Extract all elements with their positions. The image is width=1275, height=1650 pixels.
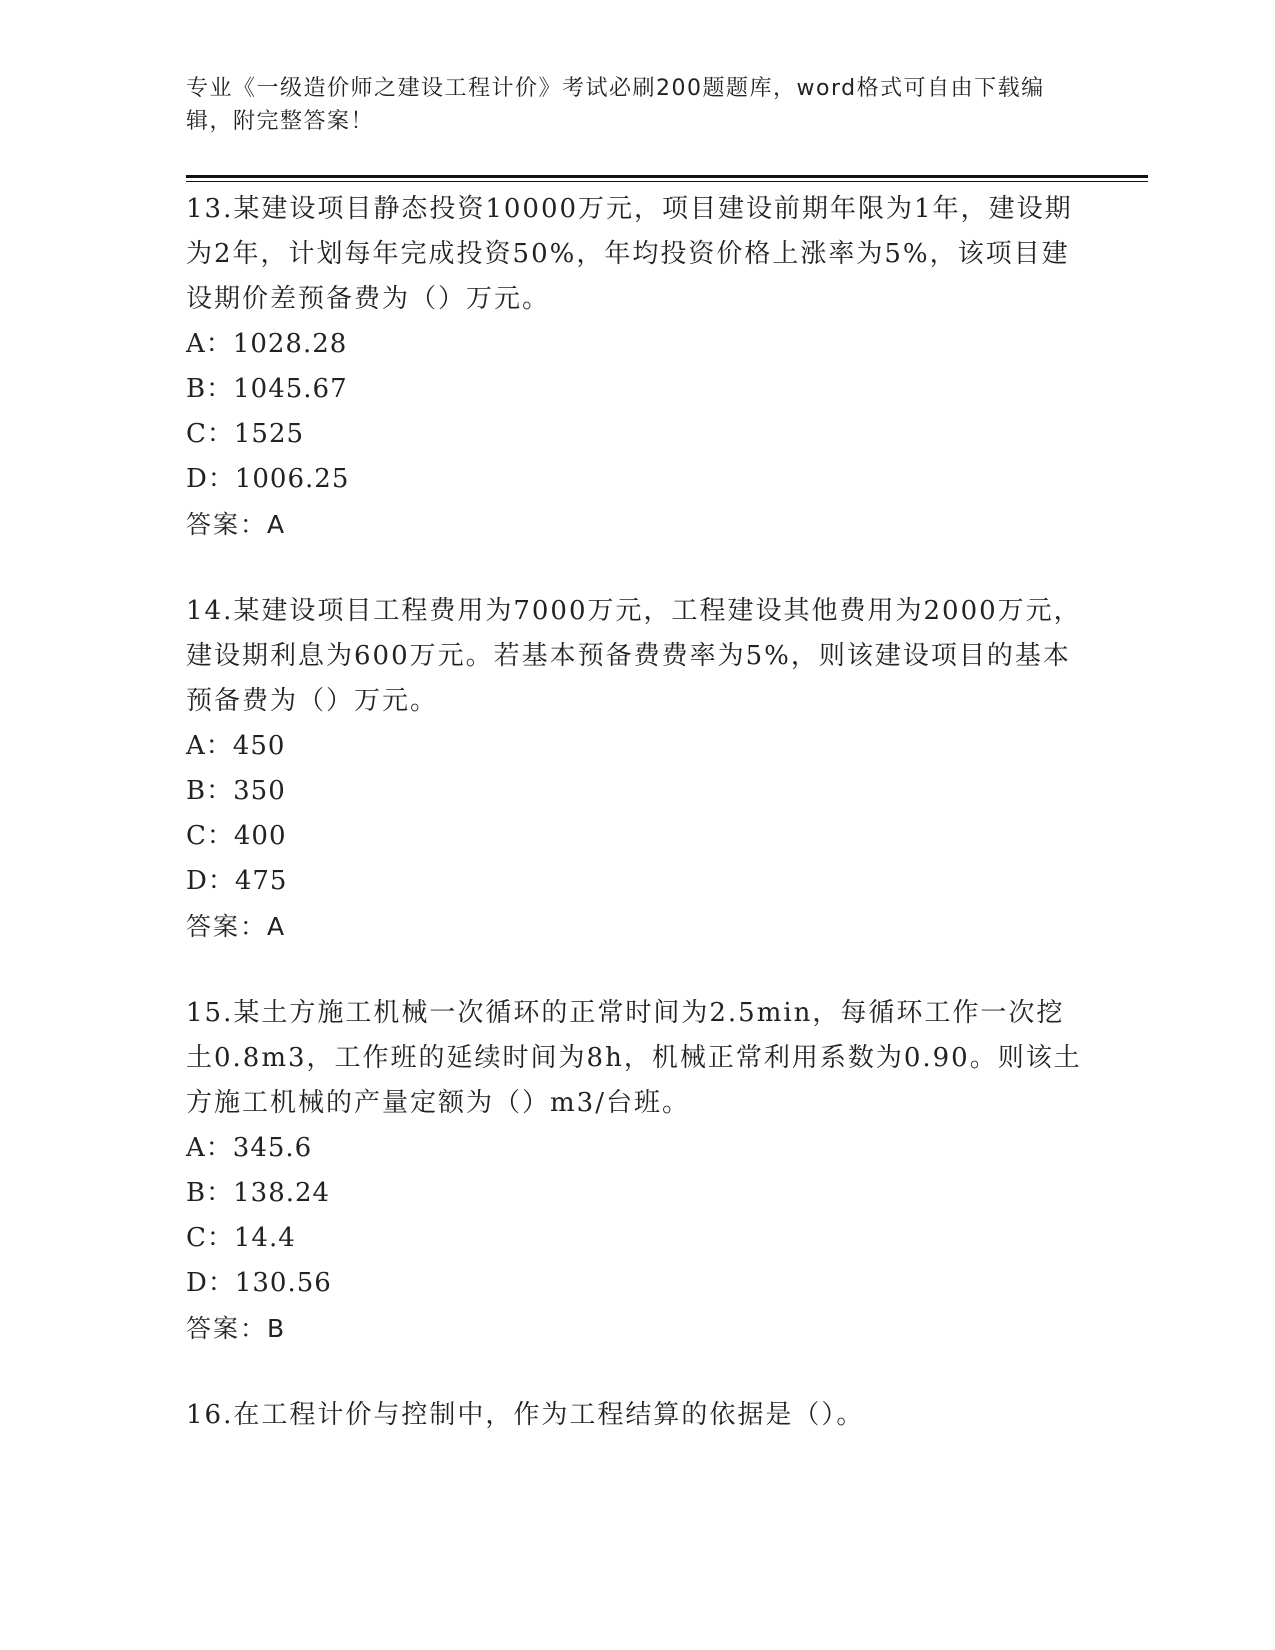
question-16	[186, 1393, 1086, 1438]
option-a: A：450	[186, 731, 286, 761]
question-text: 16.在工程计价与控制中，作为工程结算的依据是（）。	[186, 1400, 865, 1430]
document-header: 专业《一级造价师之建设工程计价》考试必刷200题题库，word格式可自由下载编辑，附完整答案！	[186, 76, 1045, 134]
questions-list	[186, 187, 1086, 1480]
option-d: D：130.56	[186, 1268, 332, 1298]
option-c: C：400	[186, 821, 287, 851]
option-a: A：1028.28	[186, 329, 348, 359]
answer: 答案：A	[186, 912, 287, 941]
option-b: B：350	[186, 776, 286, 806]
question-text: 13.某建设项目静态投资10000万元，项目建设前期年限为1年，建设期为2年，计划每年完成投资50%，年均投资价格上涨率为5%，该项目建设期价差预备费为（）万元。	[186, 194, 1073, 314]
option-b: B：1045.67	[186, 374, 348, 404]
option-c: C：14.4	[186, 1223, 296, 1253]
question-15	[186, 991, 1086, 1351]
option-d: D：475	[186, 866, 288, 896]
option-c: C：1525	[186, 419, 305, 449]
question-14	[186, 589, 1086, 949]
header-rule-thick	[186, 175, 1148, 178]
answer: 答案：B	[186, 1314, 287, 1343]
header-rule-thin	[186, 181, 1148, 182]
question-text: 14.某建设项目工程费用为7000万元，工程建设其他费用为2000万元，建设期利息为600万元。若基本预备费费率为5%，则该建设项目的基本预备费为（）万元。	[186, 596, 1082, 716]
option-a: A：345.6	[186, 1133, 313, 1163]
option-b: B：138.24	[186, 1178, 331, 1208]
question-13	[186, 187, 1086, 547]
answer: 答案：A	[186, 510, 287, 539]
question-text: 15.某土方施工机械一次循环的正常时间为2.5min，每循环工作一次挖土0.8m3，工作班的延续时间为8h，机械正常利用系数为0.90。则该土方施工机械的产量定额为（）m3/台班。	[186, 998, 1082, 1118]
option-d: D：1006.25	[186, 464, 350, 494]
